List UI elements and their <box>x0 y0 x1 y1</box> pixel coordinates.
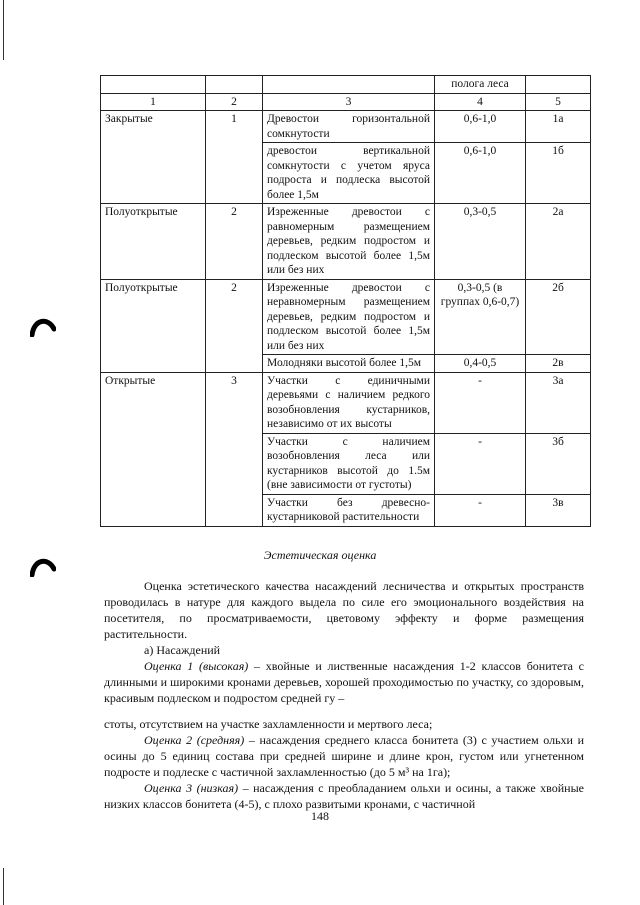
paragraph: стоты, отсутствием на участке захламленности и мертвого леса; <box>104 717 433 731</box>
rating-label: Оценка 2 (средняя) <box>144 733 245 747</box>
class-cell: 2 <box>206 204 263 280</box>
table-cell <box>206 76 263 94</box>
description-cell: Молодняки высотой более 1,5м <box>263 355 435 373</box>
binder-hole-mark <box>30 315 56 337</box>
table-cell <box>101 76 206 94</box>
description-cell: Участки с наличием возобновления леса или кустарников высотой до 1.5м (вне зависимости от густоты) <box>263 433 435 494</box>
rating-label: Оценка 1 (высокая) <box>144 659 249 673</box>
density-cell: - <box>435 433 526 494</box>
description-cell: Изреженные древостои с равномерным размещением деревьев, редким подростом и подлеском высотой более 1,5м или без них <box>263 204 435 280</box>
forest-type-cell: Полуоткрытые <box>101 204 206 280</box>
scan-edge-line <box>3 0 4 60</box>
class-cell: 2 <box>206 279 263 372</box>
forest-type-cell: Закрытые <box>101 111 206 204</box>
code-cell: 3а <box>526 372 591 433</box>
paragraph <box>104 780 584 812</box>
code-cell: 2а <box>526 204 591 280</box>
code-cell: 2в <box>526 355 591 373</box>
forest-type-cell: Открытые <box>101 372 206 526</box>
page-number: 148 <box>311 809 329 823</box>
density-cell: 0,6-1,0 <box>435 143 526 204</box>
column-number: 3 <box>263 93 435 111</box>
table-cell <box>263 76 435 94</box>
forest-type-cell: Полуоткрытые <box>101 279 206 372</box>
rating-label: Оценка 3 (низкая) <box>144 781 239 795</box>
paragraph: Оценка эстетического качества насаждений лесничества и открытых пространств проводилась в натуре для каждого выдела по силе его эмоционального воздействия на посетителя, по просматриваемости, цветовому эффекту и форме размещения растительности. <box>104 579 584 641</box>
density-cell: 0,6-1,0 <box>435 111 526 143</box>
density-cell: 0,3-0,5 <box>435 204 526 280</box>
code-cell: 2б <box>526 279 591 355</box>
rating-text: – насаждения с преобладанием ольхи и осины, а также хвойные низких классов бонитета (4-5), с плохо развитыми кронами, с частичной <box>104 781 584 811</box>
description-cell: древостои вертикальной сомкнутости с учетом яруса подроста и подлеска высотой более 1,5м <box>263 143 435 204</box>
class-cell: 1 <box>206 111 263 204</box>
column-number: 2 <box>206 93 263 111</box>
table-row <box>101 372 591 433</box>
code-cell: 3б <box>526 433 591 494</box>
rating-text: – хвойные и лиственные насаждения 1-2 классов бонитета с длинными и широкими кронами деревьев, хорошей проходимостью по участку, со здоровым, красивым подлеском и подростом средней гу – <box>104 659 584 705</box>
table-row <box>101 279 591 355</box>
section-title: Эстетическая оценка <box>263 548 377 562</box>
paragraph <box>104 732 584 780</box>
table-row <box>101 204 591 280</box>
density-cell: 0,3-0,5 (в группах 0,6-0,7) <box>435 279 526 355</box>
description-cell: Древостои горизонтальной сомкнутости <box>263 111 435 143</box>
column-number: 4 <box>435 93 526 111</box>
paragraph <box>104 658 584 706</box>
density-cell: 0,4-0,5 <box>435 355 526 373</box>
table-row <box>101 111 591 143</box>
density-cell: - <box>435 372 526 433</box>
table-cell: полога леса <box>435 76 526 94</box>
forest-classification-table <box>100 75 591 527</box>
class-cell: 3 <box>206 372 263 526</box>
column-number: 1 <box>101 93 206 111</box>
column-number: 5 <box>526 93 591 111</box>
rating-text: – насаждения среднего класса бонитета (3) с участием ольхи и осины до 5 единиц состава при средней ширине и длине крон, густом или угнетенном подросте и подлеске с частичной захламленностью (до 5 м³ на 1га); <box>104 733 584 779</box>
table-cell <box>526 76 591 94</box>
paragraph: а) Насаждений <box>144 643 221 657</box>
scan-edge-line <box>3 868 4 905</box>
description-cell: Участки с единичными деревьями с наличием редкого возобновления кустарников, независимо от их высоты <box>263 372 435 433</box>
description-cell: Участки без древесно-кустарниковой растительности <box>263 494 435 526</box>
code-cell: 3в <box>526 494 591 526</box>
description-cell: Изреженные древостои с неравномерным размещением деревьев, редким подростом и подлеском высотой более 1,5м или без них <box>263 279 435 355</box>
code-cell: 1б <box>526 143 591 204</box>
density-cell: - <box>435 494 526 526</box>
column-number-row <box>101 93 591 111</box>
table-row <box>101 76 591 94</box>
code-cell: 1а <box>526 111 591 143</box>
